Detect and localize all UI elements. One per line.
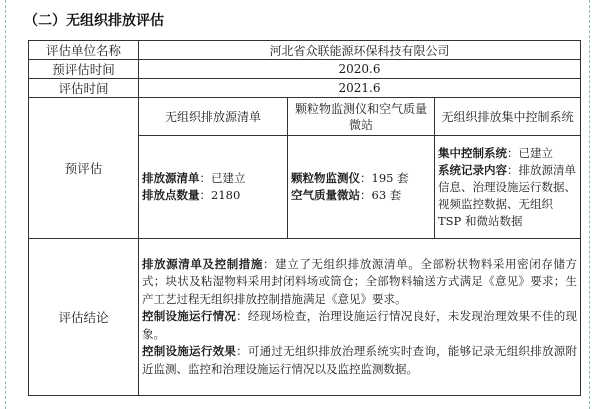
source-list-status: 排放源清单：已建立 [142, 171, 246, 185]
row-pre-eval-headers [29, 98, 581, 136]
emission-point-count: 排放点数量：2180 [142, 188, 241, 202]
control-system-status: 集中控制系统：已建立 [438, 145, 553, 160]
unit-name-label: 评估单位名称 [29, 41, 139, 60]
row-conclusion [29, 239, 581, 396]
pre-eval-label: 预评估 [29, 98, 139, 239]
conclusion-operation-effect: 控制设施运行效果：可通过无组织排放治理系统实时查询，能够记录无组织排放源附近监测、监控和治理设施运行情况以及监控监测数据。 [142, 344, 578, 376]
left-dashed-border [5, 0, 6, 409]
right-dashed-border [589, 0, 590, 409]
pre-eval-time-value: 2020.6 [139, 60, 581, 79]
eval-time-label: 评估时间 [29, 79, 139, 98]
pre-eval-time-label: 预评估时间 [29, 60, 139, 79]
conclusion-operation-status: 控制设施运行情况：经现场检查，治理设施运行情况良好，未发现治理效果不佳的现象。 [142, 309, 578, 341]
particulate-monitor-count: 颗粒物监测仪：195 套 [291, 171, 409, 185]
assessment-table [28, 40, 581, 396]
control-system-cell [435, 136, 581, 239]
header-control-system: 无组织排放集中控制系统 [435, 98, 581, 136]
section-heading: （二）无组织排放评估 [24, 13, 164, 29]
conclusion-source-list: 排放源清单及控制措施：建立了无组织排放源清单。全部粉状物料采用密闭存储方式；块状及粘湿物料采用封闭料场或筒仓；全部物料输送方式满足《意见》要求；生产工艺过程无组织排放控制措施满足《意见》要求。 [142, 256, 578, 306]
row-unit-name [29, 41, 581, 60]
eval-time-value: 2021.6 [139, 79, 581, 98]
header-monitors: 颗粒物监测仪和空气质量微站 [288, 98, 435, 136]
unit-name-value: 河北省众联能源环保科技有限公司 [139, 41, 581, 60]
monitors-cell [288, 136, 435, 239]
source-list-cell [139, 136, 288, 239]
row-eval-time [29, 79, 581, 98]
row-pre-eval-time [29, 60, 581, 79]
conclusion-cell [139, 239, 581, 396]
header-source-list: 无组织排放源清单 [139, 98, 288, 136]
air-micro-station-count: 空气质量微站：63 套 [291, 188, 402, 202]
conclusion-label: 评估结论 [29, 239, 139, 396]
system-record-content: 系统记录内容：排放源清单信息、治理设施运行数据、视频监控数据、无组织 TSP 和微站数据 [438, 162, 576, 228]
